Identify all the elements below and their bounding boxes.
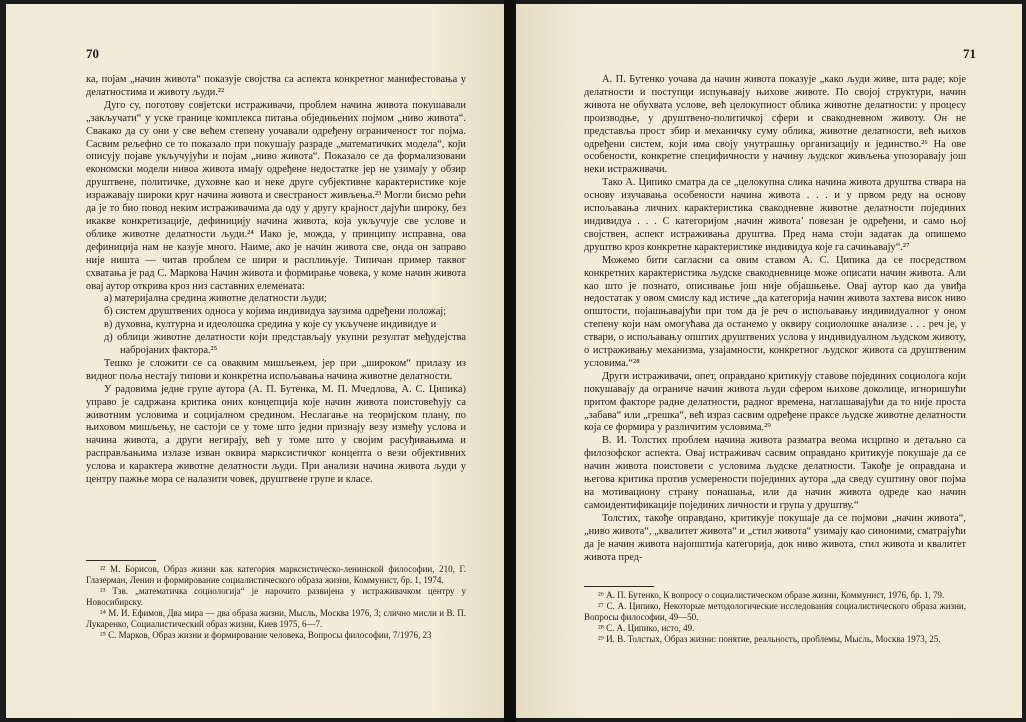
footnote: ²⁶ А. П. Бутенко, К вопросу о социалистическом образе жизни, Коммунист, 1976, бр. 1, 79. [598,590,945,600]
footnote: ²⁹ И. В. Толстых, Образ жизни: понятие, реальность, проблемы, Мысль, Москва 1973, 25. [598,634,941,644]
right-page [516,4,1022,718]
paragraph: Толстих, такође оправдано, критикује покушаје да се појмови „начин живота“, „ниво живота“, „квалитет живота“ и „стил живота“ узимају као синоними, сматрајући да је начин живота најопштија категорија, док ниво живота, стил живота и квалитет живота пред- [584,512,966,563]
footnote-rule [86,560,156,561]
page-number: 71 [963,46,976,61]
footnote: ²⁸ С. А. Ципико, исто, 49. [598,623,695,633]
left-page [6,4,504,718]
footnote: ²³ Тзв. „математичка социологија“ је нарочито развијена у истраживачком центру у Новосибирску. [86,586,466,607]
paragraph: Тешко је сложити се са оваквим мишљењем, јер при „широком“ прилазу из видног поља нестају типови и конкретна испољавања начина животне делатности. [86,357,466,382]
paragraph: В. И. Толстих проблем начина живота разматра веома исцрпно и детаљно са филозофског аспекта. Овај истраживач сасвим оправдано критикује покушаје да се начин живота поистовети с условима људске делатности. Такође је оправдана и његова критика против усмерености појединих аутора „да сведу суштину овог појма на мотивациону страну понашања, или да начин живота одреде као начин самоидентификације појединих личности и група у друштву.“ [584,435,966,511]
footnote: ²² М. Борисов, Образ жизни как категория марксистическо-ленинской философии, 210, Г. Глазерман, Ленин и формирование социалистического образа жизни, Коммунист, бр. 1, 1974. [86,564,466,585]
list-item: б) систем друштвених односа у којима индивидуа заузима одређени положај; [104,306,447,318]
footnote-rule [584,586,654,587]
footnotes [86,560,466,641]
footnote: ²⁴ М. И. Ефимов, Два мира — два образа жизни, Мысль, Москва 1976, 3; слично мисли и В. П. Лукаренко, Социалистический образ жизни, Киев 1975, 6—7. [86,608,466,629]
paragraph: Дуго су, поготову совјетски истраживачи, проблем начина живота покушавали „закључати“ у уске границе комплекса питања обједињених појмом „ниво живота“. Свакако да су они у све већем степену уочавали одређену ограниченост тог појма. Сасвим рељефно се то показало при покушају разраде „математичких модела“, који описују појаве укључујући и појам „ниво живота“. Показало се да формализовани економски модели нивоа живота имају одређене недостатке јер не узимају у обзир друштвене, политичке, духовне као и неке друге субјективне карактеристике које изражавају широки круг начина живота и свестраност живљења.²³ Могли бисмо рећи да је то био повод неким истраживачима да оду у другу крајност дајући широку, без икакве конкретизације, дефиницију начина живота, која укључује све услове и облике животне делатности људи.²⁴ Иако је, можда, у принципу исправна, ова дефиниција нам не казује много. Наиме, ако је начин живота све, онда он заправо није ништа — читав проблем се шири и расплињује. Типичан пример таквог схватања је рад С. Маркова Начин живота и формирање човека, у коме начин живота овај аутор открива кроз низ саставних елемената: [86,99,466,292]
element-list [86,293,466,358]
paragraph: У радовима једне групе аутора (А. П. Бутенка, М. П. Мчедлова, А. С. Ципика) управо је садржана критика оних концепција које начин живота поистовећују са животним условима и социјалном средином. Неслагање на теоријском плану, по њиховом мишљењу, не састоји се у томе што једни признају везу између услова и начина живота, а други негирају, већ у томе што у својим расуђивањима и расправљањима излазе изван оквира марксистичког концепта о вези објективних услова и карактера животне делатности људи. При анализи начина живота људи у центру пажње мора се налазити човек, друштвене групе и класе. [86,383,466,486]
paragraph: Други истраживачи, опет, оправдано критикују ставове појединих социолога који покушавају да ограниче начин живота људи сфером њихове доколице, игноришући притом факторе радне делатности, радног времена, наглашавајући да то није проста „забава“ или „грешка“, већ израз сасвим одређене праксе људске животне делатности која се формира у различитим условима.²⁹ [584,370,966,434]
footnotes [584,586,966,645]
page-body [584,74,966,564]
list-item: д) облици животне делатности који представљају укупни резултат међудејства набројаних фактора.²⁵ [104,332,466,357]
paragraph: ка, појам „начин живота“ показује својства са аспекта конкретног манифестовања у делатностима и животу људи.²² [86,74,466,98]
paragraph: А. П. Бутенко уочава да начин живота показује „како људи живе, шта раде; које делатности и поступци испуњавају њихове животе. По својој структури, начин живота не обухвата услове, већ целокупност облика животне делатности: у процесу производње, у друштвено-политичкој сфери и свакодневном животу. Он не представља прост збир и механичку суму облика, животне делатности, већ њихов одређени систем, који има своју унутрашњу организацију и јединство.²⁶ На ове особености, конкретне специфичности у начину људског живљења упозоравају још неки истраживачи. [584,74,966,176]
footnote: ²⁵ С. Марков, Образ жизни и формирование человека, Вопросы философии, 7/1976, 23 [100,630,432,640]
page-number: 70 [86,46,99,61]
footnote: ²⁷ С. А. Ципико, Некоторые методологические исследования социалистического образа жизни, Вопросы философии, 49—50. [584,601,966,622]
book-gutter [504,0,516,722]
list-item: в) духовна, културна и идеолошка средина у које су укључене индивидуе и [104,319,437,331]
paragraph: Можемо бити сагласни са овим ставом А. С. Ципика да се посредством конкретних карактеристика људске свакодневнице може описати начин живота. Али као што је познато, описивање још није објашњење. Овај аутор као да увиђа недостатак у овом смислу кад истиче „да категорија начин живота захтева висок ниво општости, појашњавајући при том да је реч о испољавању индивидуалног у оном степену који нам омогућава да останемо у оквиру социолошке анализе . . . реч је, у ствари, о испољавању општих друштвених услова у индивидуалном људском животу, о истраживању механизма, узајамности, конкретног људског живота са друштвеним условима.“²⁸ [584,254,966,369]
paragraph: Тако А. Ципико смaтра да се „целокупна слика начина живота друштва ствара на основу изучавања особености начина живота . . . и у првом реду на основу испољавања личних карактеристика свакодневне животне делатности појединих индивидуа . . . С категоријом ,начин живота’ повезан је одређени, и само њој својствен, аспект истраживања друштва. Пред нама стоји задатак да опишемо друштво кроз конкретне карактеристике индивидуа које га сачињавају“.²⁷ [584,177,966,253]
page-body [86,74,466,487]
list-item: а) материјална средина животне делатности људи; [104,293,327,305]
